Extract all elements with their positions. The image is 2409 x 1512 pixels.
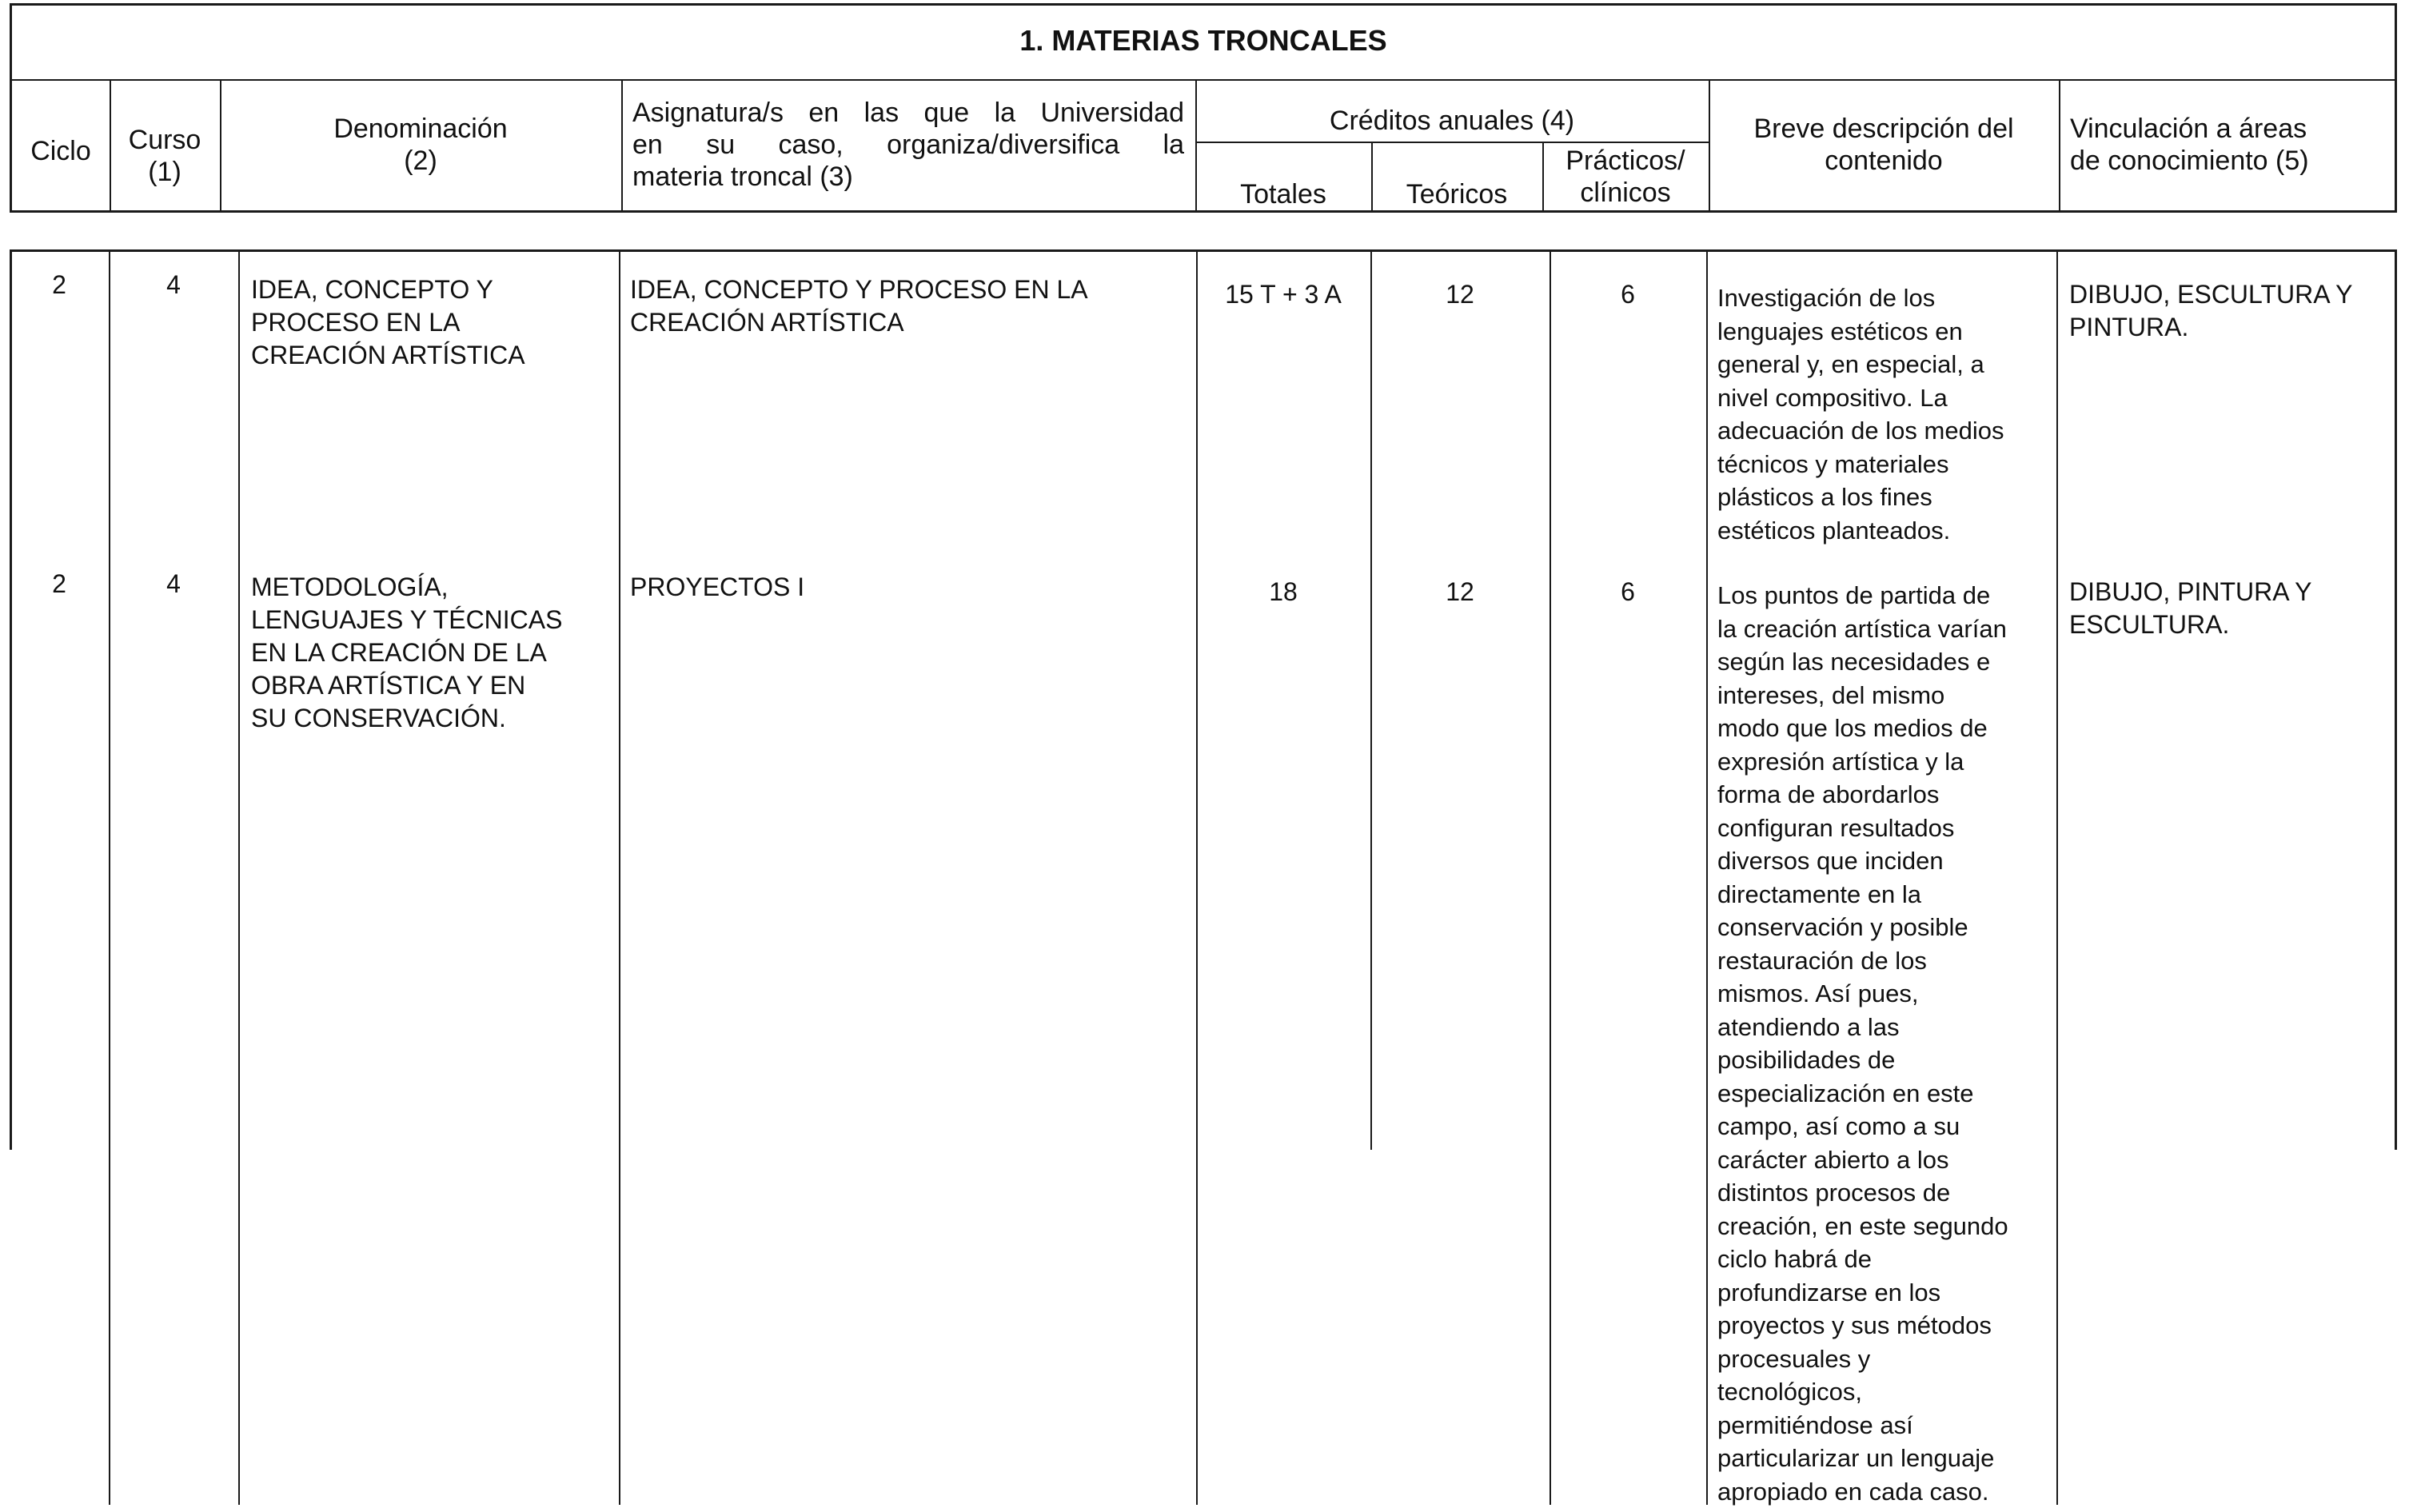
row1-totales: 15 T + 3 A — [1225, 280, 1342, 309]
row2-vinculacion: DIBUJO, PINTURA Y ESCULTURA. — [2069, 577, 2312, 639]
row1-asignatura: IDEA, CONCEPTO Y PROCESO EN LA CREACIÓN ARTÍSTICA — [630, 275, 1088, 337]
row2-ciclo: 2 — [52, 569, 66, 598]
row2-totales: 18 — [1269, 577, 1298, 606]
row2-practicos: 6 — [1621, 577, 1635, 606]
body-right-border — [2395, 249, 2397, 1150]
col-line-asignatura — [1196, 249, 1198, 1505]
col-line-denominacion — [619, 249, 620, 1505]
col-line-breve — [2056, 249, 2058, 1505]
row1-teoricos: 12 — [1446, 280, 1474, 309]
row2-asignatura: PROYECTOS I — [630, 572, 805, 601]
header-ciclo: Ciclo — [30, 136, 91, 166]
col-line-teoricos — [1549, 249, 1551, 1505]
header-creditos: Créditos anuales (4) — [1329, 106, 1575, 136]
col-line-totales — [1370, 249, 1372, 1150]
col-line-curso — [238, 249, 240, 1505]
header-asignatura: Asignatura/s en las que la Universidad en su caso, organiza/diversifica la materia troncal (3) — [632, 98, 1184, 192]
row2-teoricos: 12 — [1446, 577, 1474, 606]
header-table — [10, 3, 2397, 213]
table-title: 1. MATERIAS TRONCALES — [1019, 24, 1387, 57]
row2-curso: 4 — [166, 569, 181, 598]
header-vinculacion: Vinculación a áreas de conocimiento (5) — [2070, 114, 2309, 176]
row1-practicos: 6 — [1621, 280, 1635, 309]
row1-ciclo: 2 — [52, 270, 66, 299]
header-practicos: Prácticos/ clínicos — [1565, 146, 1685, 208]
row2-denominacion: METODOLOGÍA, LENGUAJES Y TÉCNICAS EN LA CREACIÓN DE LA OBRA ARTÍSTICA Y EN SU CONSERVACIÓN. — [251, 572, 563, 732]
col-line-ciclo — [109, 249, 110, 1505]
header-teoricos: Teóricos — [1406, 179, 1508, 209]
row2-descripcion: Los puntos de partida de la creación artística varían según las necesidades e intereses, del mismo modo que los medios de expresión artística y la forma de abordarlos configuran resultados diversos que inciden directamente en la conservación y posible restauración de los mismos. Así pues, atendiendo a las posibilidades de especialización en este campo, así como a su carácter abierto a los distintos procesos de creación, en este segundo ciclo habrá de profundizarse en los proyectos y sus métodos procesuales y tecnológicos, permitiéndose así particularizar un lenguaje apropiado en cada caso. — [1717, 581, 2008, 1506]
body-top-border — [10, 249, 2397, 252]
header-breve: Breve descripción del contenido — [1753, 114, 2014, 176]
row1-curso: 4 — [166, 270, 181, 299]
divider-breve — [2059, 79, 2060, 213]
col-line-practicos — [1706, 249, 1708, 1505]
body-table — [10, 249, 2397, 1505]
divider-denominacion — [621, 79, 623, 213]
row1-vinculacion: DIBUJO, ESCULTURA Y PINTURA. — [2069, 280, 2353, 341]
header-curso: Curso (1) — [128, 125, 201, 187]
body-left-border — [10, 249, 12, 1150]
header-totales: Totales — [1240, 179, 1326, 209]
row1-descripcion: Investigación de los lenguajes estéticos en general y, en especial, a nivel compositivo. La adecuación de los medios técnicos y materiales plásticos a los fines estéticos planteados. — [1717, 284, 2004, 545]
creditos-subdivider — [1195, 142, 1709, 143]
header-denominacion: Denominación (2) — [333, 114, 508, 176]
title-divider — [12, 79, 2395, 81]
row1-denominacion: IDEA, CONCEPTO Y PROCESO EN LA CREACIÓN ARTÍSTICA — [251, 275, 525, 369]
